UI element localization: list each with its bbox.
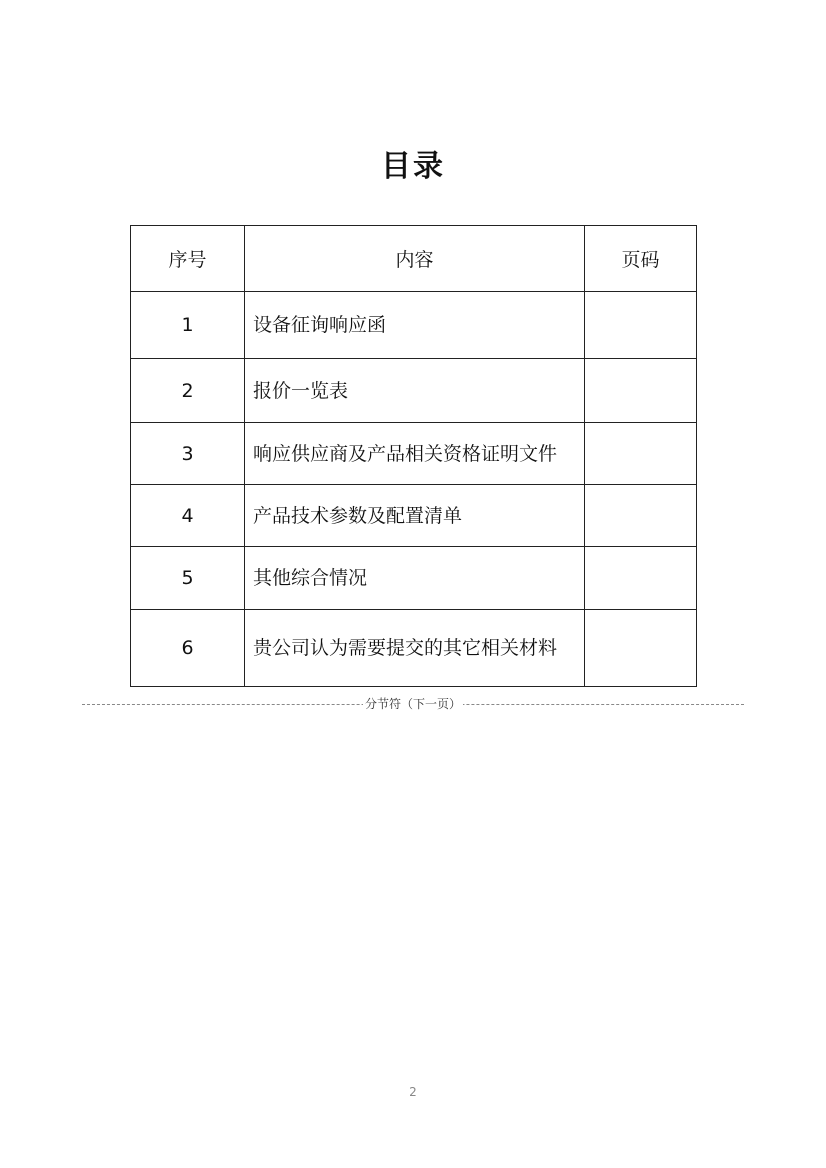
row-num: 1: [131, 292, 245, 359]
row-num: 2: [131, 359, 245, 423]
row-page: [585, 423, 697, 485]
header-content: 内容: [245, 226, 585, 292]
page-number: 2: [409, 1085, 417, 1099]
row-num: 6: [131, 610, 245, 687]
header-num: 序号: [131, 226, 245, 292]
table-row: [131, 423, 697, 485]
table-header-row: [131, 226, 697, 292]
table-row: [131, 610, 697, 687]
row-num: 3: [131, 423, 245, 485]
table-row: [131, 359, 697, 423]
row-page: [585, 359, 697, 423]
section-break-label: 分节符（下一页）: [364, 697, 462, 711]
row-page: [585, 547, 697, 610]
row-content: 响应供应商及产品相关资格证明文件: [245, 423, 585, 485]
toc-table: [130, 225, 697, 687]
row-content: 产品技术参数及配置清单: [245, 485, 585, 547]
page-title: 目录: [381, 149, 445, 184]
row-num: 5: [131, 547, 245, 610]
row-content: 其他综合情况: [245, 547, 585, 610]
row-num: 4: [131, 485, 245, 547]
section-break: [82, 697, 744, 711]
table-row: [131, 485, 697, 547]
row-page: [585, 292, 697, 359]
row-page: [585, 610, 697, 687]
table-row: [131, 547, 697, 610]
row-content: 报价一览表: [245, 359, 585, 423]
row-page: [585, 485, 697, 547]
table-row: [131, 292, 697, 359]
row-content: 设备征询响应函: [245, 292, 585, 359]
row-content: 贵公司认为需要提交的其它相关材料: [245, 610, 585, 687]
header-page: 页码: [585, 226, 697, 292]
